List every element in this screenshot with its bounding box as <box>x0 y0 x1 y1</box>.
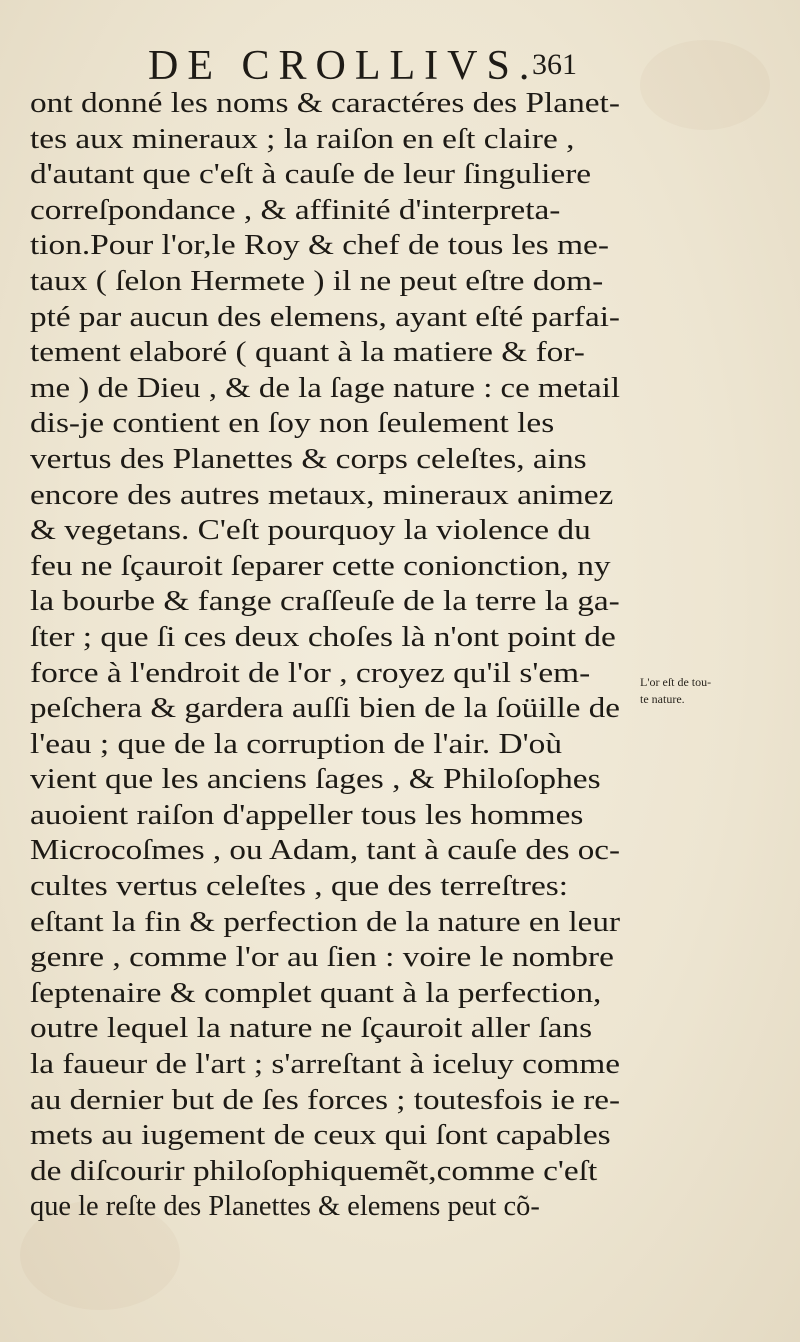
text-line-content: l'eau ; que de la corruption de l'air. D'où <box>30 727 563 760</box>
text-line-content: vertus des Planettes & corps celeſtes, ains <box>30 442 587 475</box>
text-line <box>30 1047 620 1083</box>
text-line <box>30 905 620 941</box>
text-line <box>30 691 620 727</box>
text-line <box>30 940 620 976</box>
text-line-content: correſpondance , & affinité d'interpreta- <box>30 193 561 226</box>
page-header <box>0 42 800 90</box>
text-line-content: me ) de Dieu , & de la ſage nature : ce metail <box>30 371 620 404</box>
text-line <box>30 869 620 905</box>
text-line-content: tes aux mineraux ; la raiſon en eſt claire , <box>30 122 575 155</box>
text-line-content: de diſcourir philoſophiquemẽt,comme c'eſt <box>30 1154 598 1187</box>
text-line-content: taux ( ſelon Hermete ) il ne peut eſtre dom- <box>30 264 604 297</box>
text-line-content: la bourbe & fange craſſeuſe de la terre la ga- <box>30 585 620 618</box>
text-line <box>30 656 620 692</box>
text-line-content: outre lequel la nature ne ſçauroit aller ſans <box>30 1012 593 1045</box>
text-line <box>30 335 620 371</box>
text-line <box>30 478 620 514</box>
text-line-content: dis-je contient en ſoy non ſeulement les <box>30 407 555 440</box>
text-line <box>30 1011 620 1047</box>
text-line <box>30 727 620 763</box>
text-line-content: ont donné les noms & caractéres des Planet- <box>30 87 620 119</box>
text-line-content: mets au iugement de ceux qui ſont capables <box>30 1119 611 1152</box>
margin-note-line: L'or eſt de tou- <box>640 675 712 689</box>
text-line <box>30 549 620 585</box>
text-line <box>30 976 620 1012</box>
text-line-content: vient que les anciens ſages , & Philoſophes <box>30 763 601 796</box>
text-line-content: au dernier but de ſes forces ; toutesfois ie re- <box>30 1083 620 1116</box>
text-line <box>30 1083 620 1119</box>
body-text <box>30 86 620 1225</box>
running-title: DE CROLLIVS. <box>148 43 539 89</box>
text-line-content: Microcoſmes , ou Adam, tant à cauſe des oc- <box>30 834 620 867</box>
margin-note <box>640 674 790 708</box>
text-line <box>30 513 620 549</box>
text-line <box>30 264 620 300</box>
text-line <box>30 762 620 798</box>
text-line-content: d'autant que c'eſt à cauſe de leur ſinguliere <box>30 158 592 191</box>
text-line <box>30 1118 620 1154</box>
text-line-content: la faueur de l'art ; s'arreſtant à iceluy comme <box>30 1048 620 1081</box>
text-line-content: peſchera & gardera auſſi bien de la ſoüille de <box>30 692 620 725</box>
text-line-content: & vegetans. C'eſt pourquoy la violence du <box>30 514 591 547</box>
text-line-content: force à l'endroit de l'or , croyez qu'il s'em- <box>30 656 591 689</box>
text-line-content: ſeptenaire & complet quant à la perfection, <box>30 976 602 1009</box>
page-number: 361 <box>532 48 577 81</box>
text-line <box>30 442 620 478</box>
text-line <box>30 228 620 264</box>
text-line <box>30 620 620 656</box>
text-line-content: encore des autres metaux, mineraux animez <box>30 478 614 511</box>
text-line-content: tement elaboré ( quant à la matiere & for- <box>30 336 585 369</box>
text-line-content: genre , comme l'or au ſien : voire le nombre <box>30 941 614 974</box>
text-line-content: auoient raiſon d'appeller tous les hommes <box>30 798 584 831</box>
text-line-content: tion.Pour l'or,le Roy & chef de tous les me- <box>30 229 609 262</box>
text-line <box>30 584 620 620</box>
margin-note-line: te nature. <box>640 692 685 706</box>
text-line <box>30 300 620 336</box>
text-line-content: cultes vertus celeſtes , que des terreſtres: <box>30 870 569 903</box>
text-line-content: que le reſte des Planettes & elemens peut cõ- <box>30 1190 540 1223</box>
text-line-content: ſter ; que ſi ces deux choſes là n'ont point de <box>30 620 616 653</box>
text-line <box>30 1154 620 1190</box>
text-line <box>30 1189 620 1225</box>
text-line-content: feu ne ſçauroit ſeparer cette conionction, ny <box>30 549 611 582</box>
text-line <box>30 193 620 229</box>
text-line <box>30 122 620 158</box>
text-line <box>30 798 620 834</box>
text-line <box>30 157 620 193</box>
text-line-content: pté par aucun des elemens, ayant eſté parfai- <box>30 300 620 333</box>
text-line <box>30 833 620 869</box>
text-line <box>30 86 620 122</box>
text-line <box>30 371 620 407</box>
text-line-content: eſtant la fin & perfection de la nature en leur <box>30 905 620 938</box>
text-line <box>30 406 620 442</box>
